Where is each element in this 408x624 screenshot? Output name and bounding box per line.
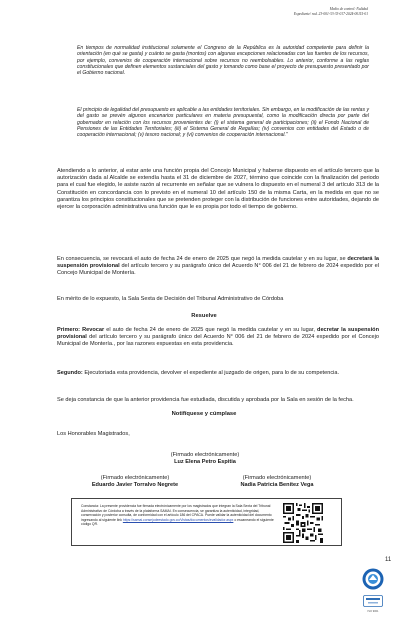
paragraph-primero [57, 327, 379, 349]
primero-text-end: del artículo tercero y su parágrafo único del Acuerdo N° 006 del 21 de febrero de 2024 expedido por el Concejo Municipal de Montería., por las razones expuestas en esta providencia. [57, 334, 379, 348]
certification-badge-icon [363, 595, 383, 607]
notification-heading: Notifíquese y cúmplase [171, 411, 237, 417]
page-number: 11 [385, 557, 392, 563]
notice-tail: o escaneando el siguiente código QR. [81, 517, 274, 526]
primero-bold: decretar la suspensión provisional [57, 327, 379, 341]
signature-name: Eduardo Javier Torralvo Negrete [91, 482, 179, 488]
consequence-text-end: del artículo tercero y su parágrafo único del Acuerdo N° 006 del 21 de febrero de 2024 expedido por el Concejo Municipal de Montería. [57, 263, 379, 277]
institution-seal-icon [362, 568, 384, 590]
signature-block-2 [70, 475, 200, 489]
paragraph-segundo [57, 370, 379, 377]
header-line-2: Expediente/ rad. 23-001-33-33-017-2024-00115-01 [293, 11, 368, 16]
signature-name: Luz Elena Petro Espitia [174, 459, 236, 465]
header-line-1: Medio de control: Nulidad [329, 7, 368, 11]
notice-body: Constancia: La presente providencia fue firmada electrónicamente por los magistrados que integran la Sala Sexta del Tribunal Administrativo de Córdoba a través de la plataforma SAMAI. En consecuencia, se garantiza la autenticidad, integridad, conservación y posterior consulta, de conformidad con el artículo 186 del CPACA. Puede validar la autenticidad del documento ingresando al siguiente link [81, 504, 272, 522]
signature-status: (Firmado electrónicamente) [170, 452, 240, 458]
paragraph-analysis: Atendiendo a lo anterior, al estar ante una función propia del Concejo Municipal y haberse dispuesto en el artículo tercero que la autorización dada al Alcalde se extendía hasta el 31 de diciembre de 2027, término que coincide con la finalización del periodo para el cual fue elegido, le asiste razón al recurrente en señalar que se vulnera lo dispuesto en el numeral 3 del artículo 313 de la Constitución en concordancia con lo previsto en el numeral 10 del artículo 150 de la misma Carta, en la medida en que no se garantiza los principios constitucionales que se pretenden proteger con la distribución de funciones entre autoridades, dejando de ejercer la corporación administrativa una función que le es propia por todo el tiempo de gobierno. [57, 168, 379, 211]
segundo-label: Segundo: [57, 370, 83, 376]
resuelve-heading: Resuelve [191, 313, 217, 319]
validation-notice-box [71, 498, 342, 546]
segundo-text: Ejecutoriada esta providencia, devolver el expediente al juzgado de origen, para lo de su competencia. [82, 370, 340, 376]
iso-certification-label: ISO 9001 [367, 610, 379, 613]
signature-block-1 [140, 452, 270, 466]
document-header [294, 7, 368, 16]
paragraph-constancia: Se deja constancia de que la anterior providencia fue estudiada, discutida y aprobada por la Sala en sesión de la fecha. [57, 397, 354, 403]
validation-link[interactable]: https://samai.consejodeestado.gov.co/Vistas/documentos/evalidador.aspx [122, 517, 234, 522]
qr-code-icon[interactable] [283, 503, 323, 543]
primero-label: Primero: Revocar [57, 327, 105, 333]
greeting: Los Honorables Magistrados, [57, 431, 130, 437]
signature-status: (Firmado electrónicamente) [100, 475, 170, 481]
signature-name: Nadia Patricia Benítez Vega [240, 482, 314, 488]
validation-notice-text [81, 504, 277, 527]
signature-status: (Firmado electrónicamente) [242, 475, 312, 481]
primero-text-start: el auto de fecha 24 de enero de 2025 que negó la medida cautelar y en su lugar, [104, 327, 318, 333]
signature-block-3 [212, 475, 342, 489]
consequence-bold: decretará la suspensión provisional [57, 256, 379, 270]
quote-block-2: El principio de legalidad del presupuesto es aplicable a las entidades territoriales. Sin embargo, en la modificación de las rentas y del gasto se prevén algunos escenarios particulares en materia presupuestal, como la modificación directa por parte del gobernador en relación con los recursos provenientes de: (i) el sistema general de participaciones; (ii) el Fondo Nacional de Pensiones de las Entidades Territoriales; (iii) el Sistema General de Regalías; (iv) convenios con entidades del Estado o de cooperación internacional; (v) tesoro nacional; y (vi) convenios de cooperación internacional." [77, 107, 369, 139]
quote-block-1: En tiempos de normalidad institucional solamente el Congreso de la República es la autoridad competente para definir la orientación (en qué se gasta) y cuánto se gasta (montos) con algunas excepciones relacionadas con las fuentes de los recursos, por ejemplo, convenios de cooperación internacional sobre recursos no reembolsables. Lo anterior, conforme a las reglas constitucionales que definen elementos sustanciales del gasto y tomando como base el proyecto de presupuesto presentado por el Gobierno nacional. [77, 45, 369, 77]
paragraph-merito: En mérito de lo expuesto, la Sala Sexta de Decisión del Tribunal Administrativo de Córdoba [57, 296, 284, 302]
consequence-text-start: En consecuencia, se revocará el auto de fecha 24 de enero de 2025 que negó la medida cautelar y en su lugar, se [57, 256, 348, 262]
paragraph-consequence [57, 256, 379, 278]
